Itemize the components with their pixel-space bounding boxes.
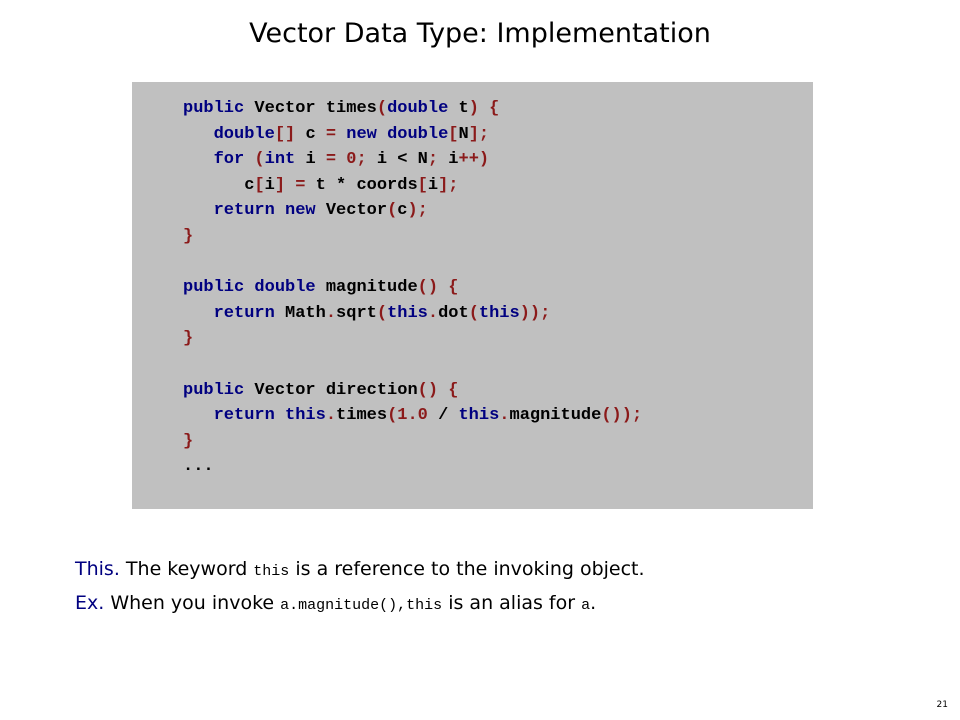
note-example-text-2: is an alias for [442, 592, 582, 614]
note-this-text-2: is a reference to the invoking object. [289, 558, 645, 580]
note-example-text-3: . [590, 592, 597, 614]
note-this-code: this [253, 563, 290, 580]
code-line: for (int i = 0; i < N; i++) [213, 150, 490, 170]
code-line: return this.times(1.0 / this.magnitude()); [213, 406, 643, 426]
slide-title: Vector Data Type: Implementation [249, 18, 711, 49]
code-line: } [183, 431, 194, 451]
code-line: } [183, 329, 194, 349]
note-this-text-1: The keyword [119, 558, 254, 580]
note-this-lead: This. [75, 558, 120, 580]
note-example-code-2: a [581, 597, 591, 614]
code-line: public Vector times(double t) { [183, 99, 500, 118]
note-this [75, 558, 645, 580]
code-line: return new Vector(c); [213, 201, 428, 221]
note-example-text-1: When you invoke [104, 592, 281, 614]
code-line: public double magnitude() { [183, 278, 459, 298]
code-line: public Vector direction() { [183, 380, 459, 400]
code-line [183, 352, 642, 378]
note-example-code-1: a.magnitude(),this [280, 597, 443, 614]
code-line: c[i] = t * coords[i]; [244, 175, 459, 195]
note-example-lead: Ex. [75, 592, 105, 614]
code-line: double[] c = new double[N]; [213, 124, 490, 144]
code-block [132, 82, 813, 509]
page-number: 21 [936, 700, 948, 710]
note-example [75, 592, 596, 614]
code-line: ... [183, 457, 214, 477]
code-listing [183, 96, 642, 480]
code-line: } [183, 226, 194, 246]
code-line: return Math.sqrt(this.dot(this)); [213, 303, 551, 323]
code-line [183, 250, 642, 276]
